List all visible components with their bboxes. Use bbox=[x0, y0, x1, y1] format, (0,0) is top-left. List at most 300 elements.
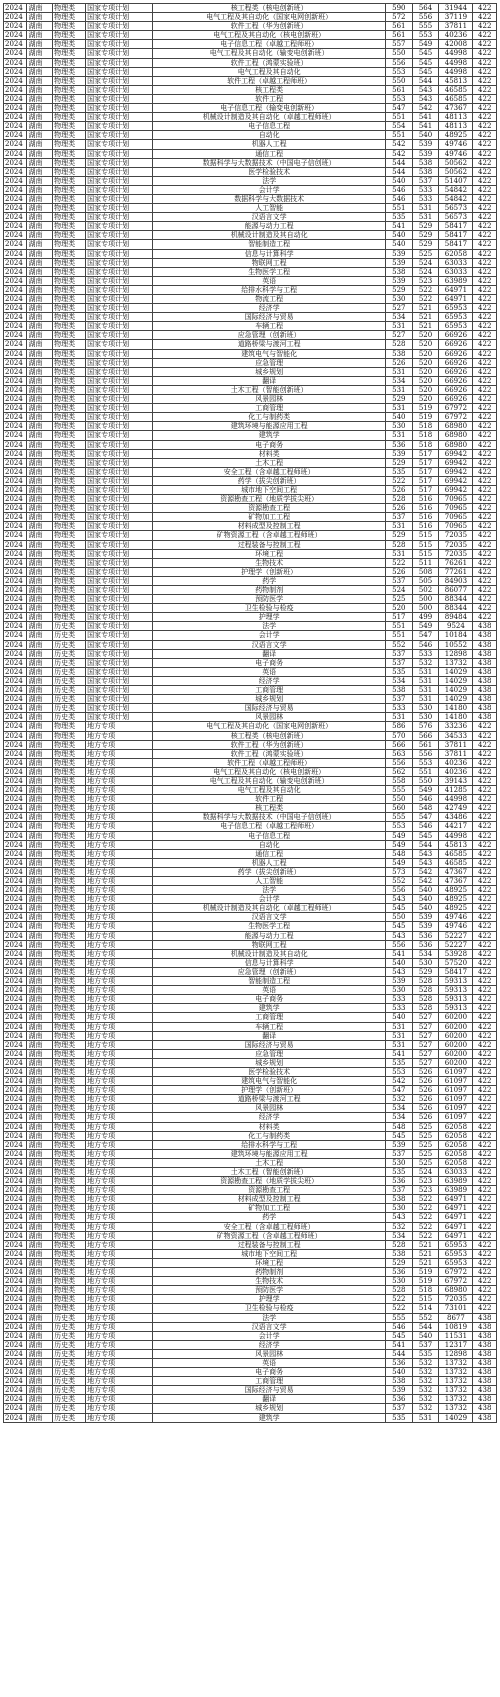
major-cell: 化工与制药类 bbox=[153, 413, 386, 422]
table-row bbox=[4, 895, 497, 904]
major-cell: 资源勘查工程（地质学拔尖班） bbox=[153, 495, 386, 504]
year-cell: 2024 bbox=[4, 604, 27, 613]
province-cell: 湖南 bbox=[27, 1395, 53, 1404]
plan-cell: 地方专项 bbox=[86, 795, 153, 804]
rank-cell: 62058 bbox=[439, 249, 473, 258]
year-cell: 2024 bbox=[4, 1122, 27, 1131]
max-score-cell: 558 bbox=[386, 776, 413, 785]
min-score-cell: 516 bbox=[412, 504, 439, 513]
table-row bbox=[4, 967, 497, 976]
rank-cell: 42008 bbox=[439, 40, 473, 49]
rank-cell: 63033 bbox=[439, 1168, 473, 1177]
max-score-cell: 540 bbox=[386, 176, 413, 185]
max-score-cell: 534 bbox=[386, 1113, 413, 1122]
year-cell: 2024 bbox=[4, 1258, 27, 1267]
control-line-cell: 422 bbox=[473, 1158, 497, 1167]
plan-cell: 国家专项计划 bbox=[86, 249, 153, 258]
province-cell: 湖南 bbox=[27, 4, 53, 13]
table-row bbox=[4, 522, 497, 531]
min-score-cell: 520 bbox=[412, 340, 439, 349]
major-cell: 数据科学与大数据技术 bbox=[153, 194, 386, 203]
subject-cell: 物理类 bbox=[53, 604, 86, 613]
plan-cell: 国家专项计划 bbox=[86, 713, 153, 722]
major-cell: 机器人工程 bbox=[153, 140, 386, 149]
plan-cell: 地方专项 bbox=[86, 858, 153, 867]
rank-cell: 56573 bbox=[439, 213, 473, 222]
province-cell: 湖南 bbox=[27, 1249, 53, 1258]
min-score-cell: 551 bbox=[412, 767, 439, 776]
table-row bbox=[4, 531, 497, 540]
max-score-cell: 531 bbox=[386, 713, 413, 722]
plan-cell: 地方专项 bbox=[86, 1140, 153, 1149]
major-cell: 软件工程 bbox=[153, 94, 386, 103]
subject-cell: 物理类 bbox=[53, 249, 86, 258]
province-cell: 湖南 bbox=[27, 540, 53, 549]
plan-cell: 地方专项 bbox=[86, 1077, 153, 1086]
major-cell: 工商管理 bbox=[153, 404, 386, 413]
rank-cell: 46585 bbox=[439, 94, 473, 103]
control-line-cell: 422 bbox=[473, 149, 497, 158]
year-cell: 2024 bbox=[4, 540, 27, 549]
max-score-cell: 531 bbox=[386, 431, 413, 440]
rank-cell: 89484 bbox=[439, 613, 473, 622]
subject-cell: 物理类 bbox=[53, 795, 86, 804]
max-score-cell: 533 bbox=[386, 704, 413, 713]
max-score-cell: 551 bbox=[386, 131, 413, 140]
min-score-cell: 531 bbox=[412, 1413, 439, 1422]
subject-cell: 物理类 bbox=[53, 1122, 86, 1131]
major-cell: 软件工程（卓越工程师班） bbox=[153, 76, 386, 85]
year-cell: 2024 bbox=[4, 595, 27, 604]
table-row bbox=[4, 1313, 497, 1322]
rank-cell: 61097 bbox=[439, 1095, 473, 1104]
major-cell: 土木工程（智能创新班） bbox=[153, 1168, 386, 1177]
min-score-cell: 532 bbox=[412, 1358, 439, 1367]
year-cell: 2024 bbox=[4, 431, 27, 440]
max-score-cell: 529 bbox=[386, 285, 413, 294]
control-line-cell: 422 bbox=[473, 476, 497, 485]
plan-cell: 地方专项 bbox=[86, 931, 153, 940]
subject-cell: 物理类 bbox=[53, 549, 86, 558]
year-cell: 2024 bbox=[4, 4, 27, 13]
major-cell: 英语 bbox=[153, 276, 386, 285]
min-score-cell: 521 bbox=[412, 1240, 439, 1249]
plan-cell: 国家专项计划 bbox=[86, 340, 153, 349]
subject-cell: 物理类 bbox=[53, 813, 86, 822]
subject-cell: 物理类 bbox=[53, 40, 86, 49]
table-row bbox=[4, 813, 497, 822]
max-score-cell: 522 bbox=[386, 1295, 413, 1304]
rank-cell: 40236 bbox=[439, 758, 473, 767]
rank-cell: 49746 bbox=[439, 922, 473, 931]
min-score-cell: 531 bbox=[412, 686, 439, 695]
province-cell: 湖南 bbox=[27, 713, 53, 722]
control-line-cell: 422 bbox=[473, 1249, 497, 1258]
province-cell: 湖南 bbox=[27, 1177, 53, 1186]
year-cell: 2024 bbox=[4, 13, 27, 22]
plan-cell: 地方专项 bbox=[86, 1377, 153, 1386]
min-score-cell: 517 bbox=[412, 449, 439, 458]
province-cell: 湖南 bbox=[27, 1349, 53, 1358]
subject-cell: 物理类 bbox=[53, 231, 86, 240]
year-cell: 2024 bbox=[4, 1213, 27, 1222]
max-score-cell: 545 bbox=[386, 1131, 413, 1140]
major-cell: 过程装备与控制工程 bbox=[153, 1240, 386, 1249]
min-score-cell: 520 bbox=[412, 395, 439, 404]
control-line-cell: 422 bbox=[473, 22, 497, 31]
table-row bbox=[4, 958, 497, 967]
rank-cell: 66926 bbox=[439, 358, 473, 367]
province-cell: 湖南 bbox=[27, 940, 53, 949]
max-score-cell: 534 bbox=[386, 313, 413, 322]
rank-cell: 51407 bbox=[439, 176, 473, 185]
province-cell: 湖南 bbox=[27, 622, 53, 631]
year-cell: 2024 bbox=[4, 1268, 27, 1277]
subject-cell: 物理类 bbox=[53, 1304, 86, 1313]
table-row bbox=[4, 822, 497, 831]
control-line-cell: 422 bbox=[473, 1067, 497, 1076]
table-row bbox=[4, 1177, 497, 1186]
control-line-cell: 422 bbox=[473, 922, 497, 931]
subject-cell: 物理类 bbox=[53, 804, 86, 813]
province-cell: 湖南 bbox=[27, 22, 53, 31]
table-row bbox=[4, 722, 497, 731]
max-score-cell: 540 bbox=[386, 413, 413, 422]
province-cell: 湖南 bbox=[27, 676, 53, 685]
min-score-cell: 528 bbox=[412, 1004, 439, 1013]
plan-cell: 地方专项 bbox=[86, 1404, 153, 1413]
table-row bbox=[4, 331, 497, 340]
plan-cell: 国家专项计划 bbox=[86, 567, 153, 576]
subject-cell: 物理类 bbox=[53, 831, 86, 840]
rank-cell: 13732 bbox=[439, 658, 473, 667]
subject-cell: 物理类 bbox=[53, 840, 86, 849]
max-score-cell: 537 bbox=[386, 1149, 413, 1158]
major-cell: 自动化 bbox=[153, 131, 386, 140]
plan-cell: 地方专项 bbox=[86, 749, 153, 758]
plan-cell: 地方专项 bbox=[86, 1113, 153, 1122]
major-cell: 建筑环境与能源应用工程 bbox=[153, 1149, 386, 1158]
min-score-cell: 527 bbox=[412, 1040, 439, 1049]
control-line-cell: 438 bbox=[473, 658, 497, 667]
control-line-cell: 438 bbox=[473, 1377, 497, 1386]
plan-cell: 国家专项计划 bbox=[86, 604, 153, 613]
table-row bbox=[4, 1395, 497, 1404]
rank-cell: 14029 bbox=[439, 686, 473, 695]
province-cell: 湖南 bbox=[27, 1058, 53, 1067]
plan-cell: 国家专项计划 bbox=[86, 513, 153, 522]
major-cell: 城乡规划 bbox=[153, 1404, 386, 1413]
major-cell: 土木工程（智能创新班） bbox=[153, 385, 386, 394]
subject-cell: 物理类 bbox=[53, 986, 86, 995]
subject-cell: 物理类 bbox=[53, 422, 86, 431]
province-cell: 湖南 bbox=[27, 58, 53, 67]
major-cell: 车辆工程 bbox=[153, 1022, 386, 1031]
min-score-cell: 500 bbox=[412, 604, 439, 613]
rank-cell: 72035 bbox=[439, 1295, 473, 1304]
subject-cell: 物理类 bbox=[53, 267, 86, 276]
subject-cell: 物理类 bbox=[53, 1067, 86, 1076]
max-score-cell: 526 bbox=[386, 504, 413, 513]
rank-cell: 46585 bbox=[439, 858, 473, 867]
table-row bbox=[4, 422, 497, 431]
rank-cell: 63989 bbox=[439, 1177, 473, 1186]
province-cell: 湖南 bbox=[27, 1168, 53, 1177]
subject-cell: 物理类 bbox=[53, 1149, 86, 1158]
table-row bbox=[4, 1086, 497, 1095]
major-cell: 电子信息工程（卓越工程师班） bbox=[153, 822, 386, 831]
max-score-cell: 522 bbox=[386, 476, 413, 485]
min-score-cell: 547 bbox=[412, 813, 439, 822]
province-cell: 湖南 bbox=[27, 122, 53, 131]
rank-cell: 10184 bbox=[439, 631, 473, 640]
min-score-cell: 520 bbox=[412, 331, 439, 340]
subject-cell: 历史类 bbox=[53, 676, 86, 685]
subject-cell: 物理类 bbox=[53, 204, 86, 213]
control-line-cell: 438 bbox=[473, 1368, 497, 1377]
rank-cell: 68980 bbox=[439, 440, 473, 449]
rank-cell: 10819 bbox=[439, 1322, 473, 1331]
major-cell: 汉语言文学 bbox=[153, 640, 386, 649]
major-cell: 信息与计算科学 bbox=[153, 958, 386, 967]
province-cell: 湖南 bbox=[27, 158, 53, 167]
rank-cell: 39143 bbox=[439, 776, 473, 785]
rank-cell: 63033 bbox=[439, 258, 473, 267]
min-score-cell: 515 bbox=[412, 1295, 439, 1304]
province-cell: 湖南 bbox=[27, 795, 53, 804]
min-score-cell: 544 bbox=[412, 76, 439, 85]
table-row bbox=[4, 904, 497, 913]
subject-cell: 物理类 bbox=[53, 776, 86, 785]
plan-cell: 国家专项计划 bbox=[86, 485, 153, 494]
table-row bbox=[4, 240, 497, 249]
max-score-cell: 530 bbox=[386, 1158, 413, 1167]
rank-cell: 13732 bbox=[439, 1358, 473, 1367]
table-row bbox=[4, 731, 497, 740]
max-score-cell: 551 bbox=[386, 631, 413, 640]
year-cell: 2024 bbox=[4, 476, 27, 485]
max-score-cell: 552 bbox=[386, 877, 413, 886]
subject-cell: 历史类 bbox=[53, 1395, 86, 1404]
control-line-cell: 422 bbox=[473, 895, 497, 904]
max-score-cell: 539 bbox=[386, 1140, 413, 1149]
province-cell: 湖南 bbox=[27, 467, 53, 476]
subject-cell: 物理类 bbox=[53, 1168, 86, 1177]
subject-cell: 历史类 bbox=[53, 640, 86, 649]
year-cell: 2024 bbox=[4, 1249, 27, 1258]
max-score-cell: 528 bbox=[386, 495, 413, 504]
max-score-cell: 561 bbox=[386, 22, 413, 31]
max-score-cell: 541 bbox=[386, 1340, 413, 1349]
province-cell: 湖南 bbox=[27, 413, 53, 422]
province-cell: 湖南 bbox=[27, 504, 53, 513]
rank-cell: 54842 bbox=[439, 194, 473, 203]
control-line-cell: 422 bbox=[473, 1286, 497, 1295]
subject-cell: 物理类 bbox=[53, 977, 86, 986]
year-cell: 2024 bbox=[4, 158, 27, 167]
control-line-cell: 422 bbox=[473, 440, 497, 449]
max-score-cell: 539 bbox=[386, 977, 413, 986]
table-row bbox=[4, 267, 497, 276]
rank-cell: 13732 bbox=[439, 1395, 473, 1404]
plan-cell: 国家专项计划 bbox=[86, 158, 153, 167]
min-score-cell: 530 bbox=[412, 958, 439, 967]
province-cell: 湖南 bbox=[27, 476, 53, 485]
year-cell: 2024 bbox=[4, 967, 27, 976]
major-cell: 医学检验技术 bbox=[153, 167, 386, 176]
province-cell: 湖南 bbox=[27, 849, 53, 858]
subject-cell: 物理类 bbox=[53, 822, 86, 831]
table-row bbox=[4, 113, 497, 122]
province-cell: 湖南 bbox=[27, 740, 53, 749]
year-cell: 2024 bbox=[4, 958, 27, 967]
control-line-cell: 438 bbox=[473, 1358, 497, 1367]
province-cell: 湖南 bbox=[27, 1258, 53, 1267]
province-cell: 湖南 bbox=[27, 1013, 53, 1022]
province-cell: 湖南 bbox=[27, 1140, 53, 1149]
province-cell: 湖南 bbox=[27, 1186, 53, 1195]
subject-cell: 物理类 bbox=[53, 185, 86, 194]
year-cell: 2024 bbox=[4, 877, 27, 886]
rank-cell: 45813 bbox=[439, 840, 473, 849]
max-score-cell: 543 bbox=[386, 895, 413, 904]
rank-cell: 40236 bbox=[439, 767, 473, 776]
subject-cell: 物理类 bbox=[53, 1186, 86, 1195]
max-score-cell: 537 bbox=[386, 695, 413, 704]
major-cell: 软件工程（鸿蒙实验班） bbox=[153, 58, 386, 67]
subject-cell: 物理类 bbox=[53, 504, 86, 513]
subject-cell: 物理类 bbox=[53, 22, 86, 31]
max-score-cell: 536 bbox=[386, 1395, 413, 1404]
province-cell: 湖南 bbox=[27, 1340, 53, 1349]
min-score-cell: 541 bbox=[412, 113, 439, 122]
year-cell: 2024 bbox=[4, 1158, 27, 1167]
major-cell: 土木工程 bbox=[153, 458, 386, 467]
plan-cell: 地方专项 bbox=[86, 940, 153, 949]
plan-cell: 国家专项计划 bbox=[86, 376, 153, 385]
province-cell: 湖南 bbox=[27, 776, 53, 785]
table-row bbox=[4, 58, 497, 67]
major-cell: 过程装备与控制工程 bbox=[153, 540, 386, 549]
subject-cell: 物理类 bbox=[53, 895, 86, 904]
control-line-cell: 422 bbox=[473, 904, 497, 913]
min-score-cell: 547 bbox=[412, 631, 439, 640]
major-cell: 电气工程及其自动化 bbox=[153, 67, 386, 76]
table-row bbox=[4, 649, 497, 658]
min-score-cell: 502 bbox=[412, 586, 439, 595]
table-row bbox=[4, 1295, 497, 1304]
max-score-cell: 557 bbox=[386, 40, 413, 49]
year-cell: 2024 bbox=[4, 1295, 27, 1304]
table-row bbox=[4, 504, 497, 513]
control-line-cell: 422 bbox=[473, 1022, 497, 1031]
min-score-cell: 553 bbox=[412, 31, 439, 40]
year-cell: 2024 bbox=[4, 76, 27, 85]
plan-cell: 地方专项 bbox=[86, 722, 153, 731]
major-cell: 物流工程 bbox=[153, 295, 386, 304]
control-line-cell: 422 bbox=[473, 958, 497, 967]
province-cell: 湖南 bbox=[27, 1113, 53, 1122]
control-line-cell: 422 bbox=[473, 886, 497, 895]
rank-cell: 61097 bbox=[439, 1104, 473, 1113]
major-cell: 风景园林 bbox=[153, 395, 386, 404]
table-row bbox=[4, 476, 497, 485]
table-row bbox=[4, 149, 497, 158]
major-cell: 机器人工程 bbox=[153, 858, 386, 867]
subject-cell: 物理类 bbox=[53, 586, 86, 595]
min-score-cell: 521 bbox=[412, 1249, 439, 1258]
max-score-cell: 566 bbox=[386, 740, 413, 749]
max-score-cell: 528 bbox=[386, 1240, 413, 1249]
max-score-cell: 531 bbox=[386, 367, 413, 376]
subject-cell: 物理类 bbox=[53, 295, 86, 304]
major-cell: 城乡规划 bbox=[153, 367, 386, 376]
year-cell: 2024 bbox=[4, 258, 27, 267]
plan-cell: 国家专项计划 bbox=[86, 313, 153, 322]
max-score-cell: 554 bbox=[386, 122, 413, 131]
control-line-cell: 438 bbox=[473, 640, 497, 649]
control-line-cell: 438 bbox=[473, 667, 497, 676]
subject-cell: 物理类 bbox=[53, 1058, 86, 1067]
year-cell: 2024 bbox=[4, 94, 27, 103]
control-line-cell: 422 bbox=[473, 1077, 497, 1086]
control-line-cell: 438 bbox=[473, 704, 497, 713]
control-line-cell: 422 bbox=[473, 376, 497, 385]
year-cell: 2024 bbox=[4, 340, 27, 349]
rank-cell: 66926 bbox=[439, 340, 473, 349]
province-cell: 湖南 bbox=[27, 1377, 53, 1386]
major-cell: 电子商务 bbox=[153, 1368, 386, 1377]
control-line-cell: 422 bbox=[473, 1013, 497, 1022]
max-score-cell: 532 bbox=[386, 1222, 413, 1231]
province-cell: 湖南 bbox=[27, 385, 53, 394]
table-row bbox=[4, 1104, 497, 1113]
control-line-cell: 422 bbox=[473, 1258, 497, 1267]
rank-cell: 86077 bbox=[439, 586, 473, 595]
major-cell: 生物技术 bbox=[153, 1277, 386, 1286]
plan-cell: 地方专项 bbox=[86, 1004, 153, 1013]
subject-cell: 物理类 bbox=[53, 222, 86, 231]
max-score-cell: 530 bbox=[386, 1204, 413, 1213]
year-cell: 2024 bbox=[4, 722, 27, 731]
major-cell: 电气工程及其自动化（核电创新班） bbox=[153, 767, 386, 776]
plan-cell: 国家专项计划 bbox=[86, 85, 153, 94]
plan-cell: 地方专项 bbox=[86, 1295, 153, 1304]
major-cell: 给排水科学与工程 bbox=[153, 285, 386, 294]
table-row bbox=[4, 1149, 497, 1158]
plan-cell: 国家专项计划 bbox=[86, 540, 153, 549]
major-cell: 机械设计制造及其自动化（卓越工程师班） bbox=[153, 904, 386, 913]
major-cell: 经济学 bbox=[153, 1113, 386, 1122]
plan-cell: 国家专项计划 bbox=[86, 204, 153, 213]
plan-cell: 地方专项 bbox=[86, 1386, 153, 1395]
table-row bbox=[4, 1404, 497, 1413]
province-cell: 湖南 bbox=[27, 1213, 53, 1222]
control-line-cell: 438 bbox=[473, 622, 497, 631]
table-row bbox=[4, 1258, 497, 1267]
year-cell: 2024 bbox=[4, 1286, 27, 1295]
table-row bbox=[4, 558, 497, 567]
major-cell: 城乡规划 bbox=[153, 695, 386, 704]
year-cell: 2024 bbox=[4, 1004, 27, 1013]
min-score-cell: 516 bbox=[412, 495, 439, 504]
major-cell: 核工程类（核电创新班） bbox=[153, 731, 386, 740]
major-cell: 应急管理（创新班） bbox=[153, 331, 386, 340]
control-line-cell: 422 bbox=[473, 1277, 497, 1286]
min-score-cell: 576 bbox=[412, 722, 439, 731]
rank-cell: 47367 bbox=[439, 867, 473, 876]
max-score-cell: 531 bbox=[386, 404, 413, 413]
